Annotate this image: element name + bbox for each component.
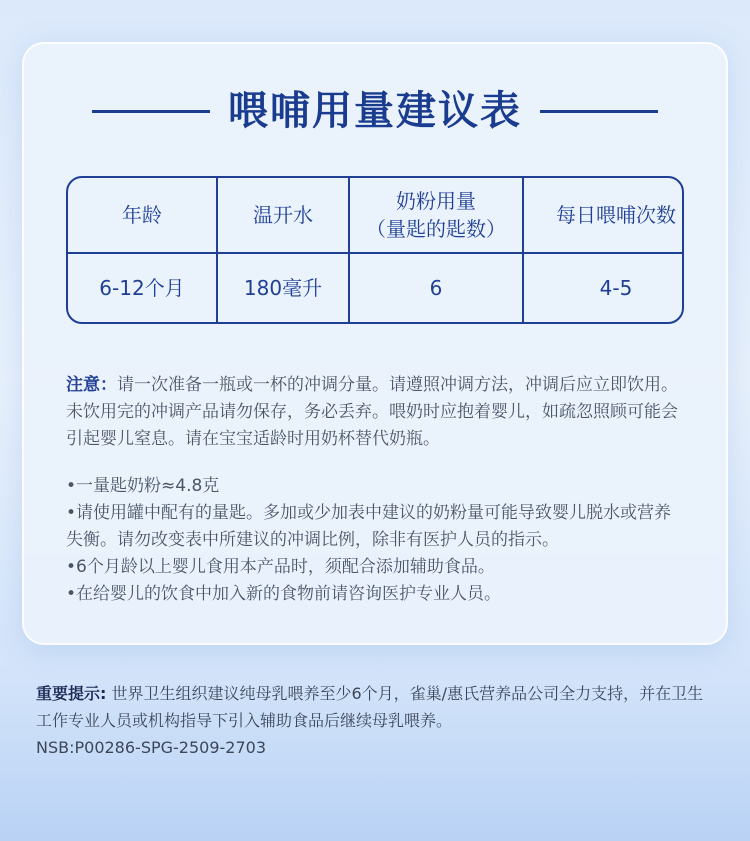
title-left-rule	[92, 110, 210, 113]
header-daily-feedings-label: 每日喂哺次数	[556, 203, 676, 227]
header-powder-amount	[350, 178, 524, 254]
product-code: NSB:P00286-SPG-2509-2703	[36, 738, 266, 757]
feeding-guide-panel	[22, 42, 728, 645]
important-notice	[36, 680, 716, 761]
header-powder-amount-label: 奶粉用量	[396, 189, 476, 213]
list-item: •一量匙奶粉≈4.8克	[66, 476, 220, 496]
header-powder-amount-sublabel: （量匙的匙数）	[366, 217, 506, 241]
list-item: •请使用罐中配有的量匙。多加或少加表中建议的奶粉量可能导致婴儿脱水或营养失衡。请勿改变表中所建议的冲调比例，除非有医护人员的指示。	[66, 503, 672, 550]
bullet-list	[66, 473, 684, 608]
table-cell-scoops: 6	[350, 254, 524, 322]
table-cell-age: 6-12个月	[68, 254, 218, 322]
header-age-label: 年龄	[122, 203, 162, 227]
notice-paragraph	[36, 680, 716, 734]
notice-text: 世界卫生组织建议纯母乳喂养至少6个月，雀巢/惠氏营养品公司全力支持，并在卫生工作专业人员或机构指导下引入辅助食品后继续母乳喂养。	[36, 684, 704, 730]
list-item: •在给婴儿的饮食中加入新的食物前请咨询医护专业人员。	[66, 584, 502, 604]
header-daily-feedings	[524, 178, 684, 254]
notice-label: 重要提示:	[36, 684, 107, 703]
title-right-rule	[540, 110, 658, 113]
note-paragraph	[66, 372, 684, 453]
feeding-table	[66, 176, 684, 324]
title-row	[66, 86, 684, 136]
header-warm-water-label: 温开水	[253, 203, 313, 227]
table-cell-feedings: 4-5	[599, 276, 633, 300]
list-item: •6个月龄以上婴儿食用本产品时，须配合添加辅助食品。	[66, 557, 495, 577]
header-warm-water	[218, 178, 350, 254]
page-title: 喂哺用量建议表	[228, 88, 522, 134]
header-age	[68, 178, 218, 254]
note-label: 注意：	[66, 375, 117, 395]
note-text: 请一次准备一瓶或一杯的冲调分量。请遵照冲调方法，冲调后应立即饮用。未饮用完的冲调产品请勿保存，务必丢弃。喂奶时应抱着婴儿，如疏忽照顾可能会引起婴儿窒息。请在宝宝适龄时用奶杯替代奶瓶。	[66, 375, 678, 449]
table-cell-water: 180毫升	[218, 254, 350, 322]
